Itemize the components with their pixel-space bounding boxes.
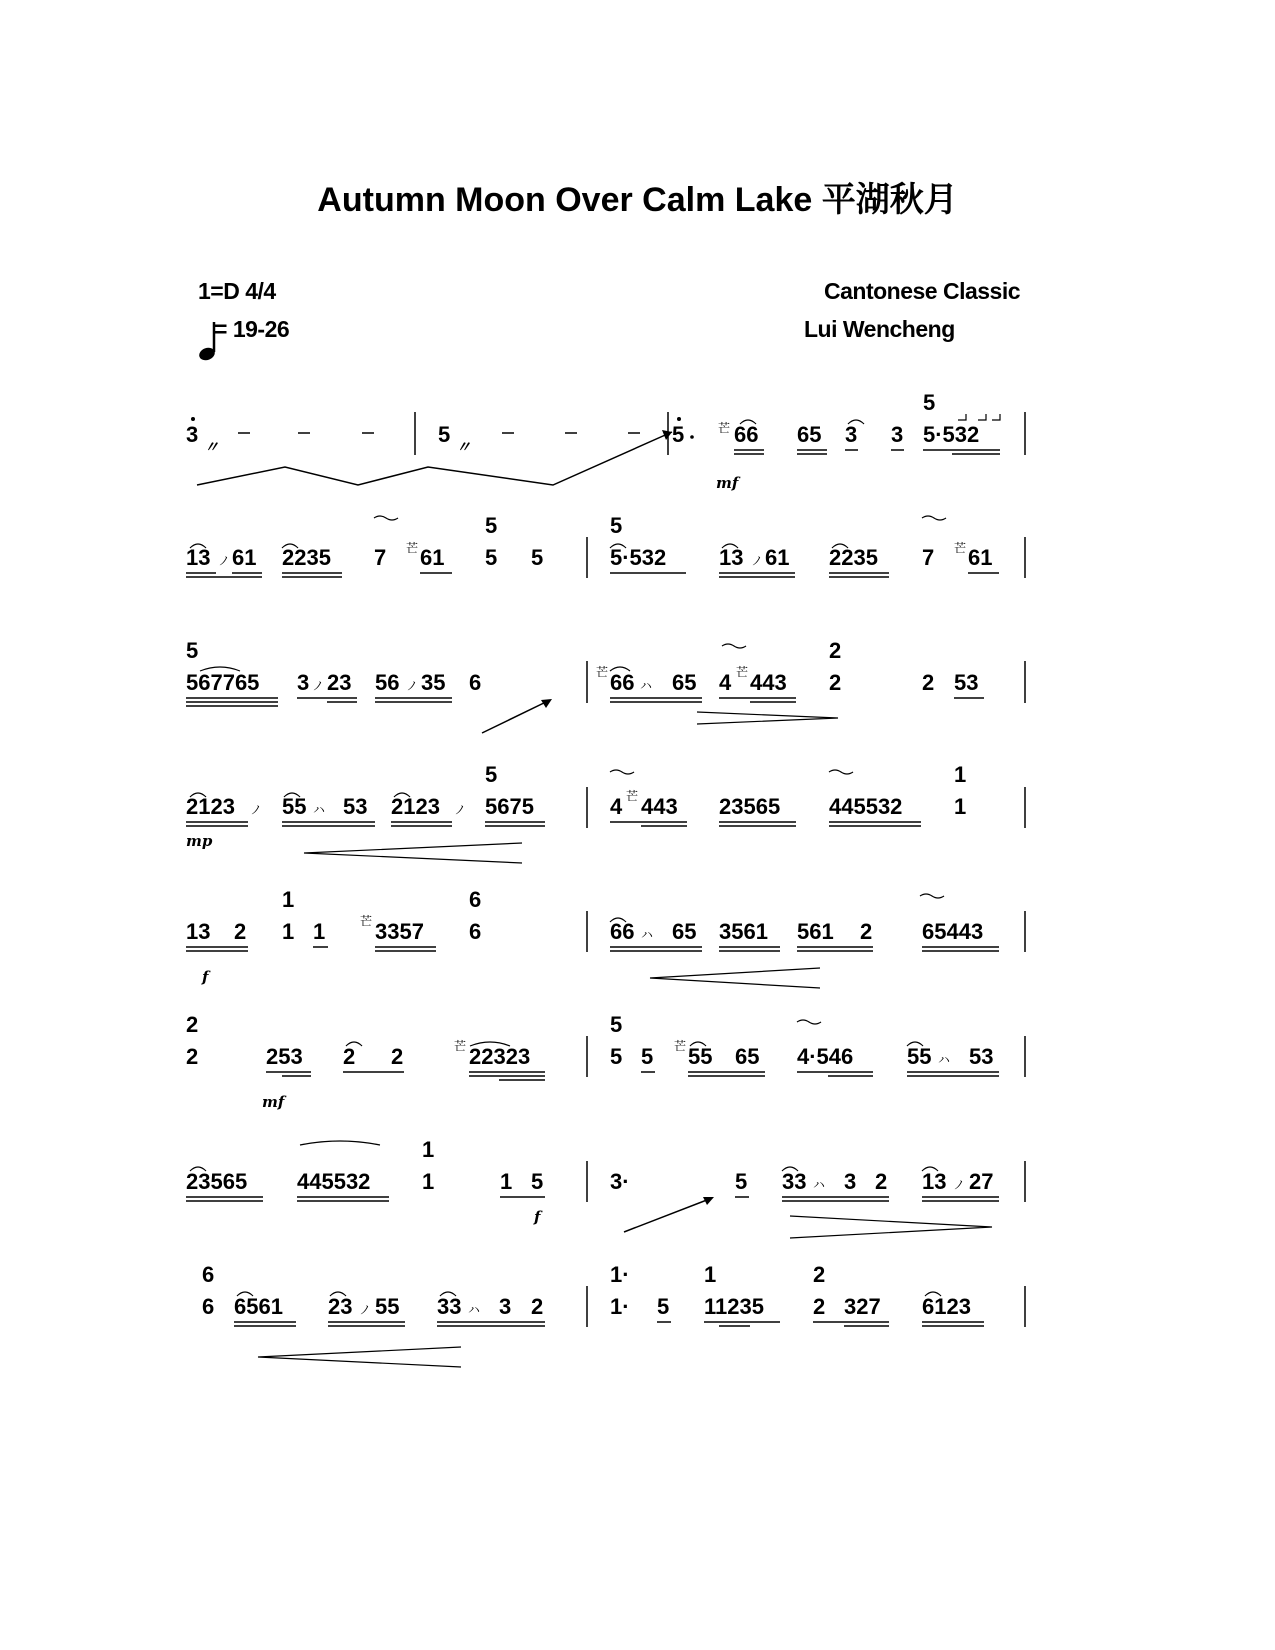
svg-text:6: 6 <box>469 670 482 695</box>
svg-text:61: 61 <box>765 545 790 570</box>
svg-text:ハ: ハ <box>813 1178 826 1192</box>
svg-text:5: 5 <box>657 1294 670 1319</box>
svg-text:2235: 2235 <box>829 545 878 570</box>
svg-text:53: 53 <box>969 1044 994 1069</box>
svg-text:7: 7 <box>922 545 935 570</box>
svg-text:1: 1 <box>954 794 967 819</box>
svg-text:芒: 芒 <box>736 665 749 679</box>
svg-text:1: 1 <box>704 1262 717 1287</box>
svg-text:5: 5 <box>438 422 451 447</box>
svg-text:3357: 3357 <box>375 919 424 944</box>
svg-text:2: 2 <box>829 638 842 663</box>
svg-text:2235: 2235 <box>282 545 331 570</box>
svg-text:ハ: ハ <box>641 928 654 942</box>
svg-text:ノ: ノ <box>218 554 231 568</box>
svg-text:6: 6 <box>469 887 482 912</box>
svg-text:22323: 22323 <box>469 1044 531 1069</box>
svg-text:3·: 3· <box>610 1169 630 1194</box>
svg-text:23: 23 <box>328 1294 353 1319</box>
svg-text:4·546: 4·546 <box>797 1044 854 1069</box>
svg-text:33: 33 <box>782 1169 807 1194</box>
svg-text:2: 2 <box>829 670 842 695</box>
svg-text:1: 1 <box>500 1169 513 1194</box>
svg-text:2: 2 <box>875 1169 888 1194</box>
svg-text:ノ: ノ <box>953 1178 966 1192</box>
score-row-4 <box>186 762 1025 863</box>
svg-text:65: 65 <box>672 670 697 695</box>
svg-text:11235: 11235 <box>704 1294 764 1319</box>
svg-text:2: 2 <box>391 1044 404 1069</box>
svg-text:13: 13 <box>922 1169 947 1194</box>
svg-text:23565: 23565 <box>719 794 781 819</box>
svg-text:1: 1 <box>282 887 295 912</box>
score-row-5 <box>186 887 1025 988</box>
svg-text:芒: 芒 <box>718 421 731 435</box>
svg-text:ノ: ノ <box>406 679 419 693</box>
svg-text:芒: 芒 <box>954 541 967 555</box>
svg-text:23: 23 <box>327 670 352 695</box>
svg-text:2: 2 <box>531 1294 544 1319</box>
svg-text:65: 65 <box>672 919 697 944</box>
svg-text:1: 1 <box>422 1169 435 1194</box>
svg-text:3: 3 <box>297 670 310 695</box>
svg-text:ハ: ハ <box>938 1053 951 1067</box>
svg-text:芒: 芒 <box>626 789 639 803</box>
svg-text:66: 66 <box>610 919 635 944</box>
svg-text:5: 5 <box>531 545 544 570</box>
svg-text:7: 7 <box>374 545 387 570</box>
genre-label: Cantonese Classic <box>824 278 1021 304</box>
svg-text:2: 2 <box>186 1044 199 1069</box>
svg-text:27: 27 <box>969 1169 994 1194</box>
composer-label: Lui Wencheng <box>804 316 955 342</box>
score-row-6 <box>186 1012 1025 1111</box>
svg-text:ハ: ハ <box>468 1303 481 1317</box>
svg-text:5: 5 <box>610 513 623 538</box>
svg-text:327: 327 <box>844 1294 881 1319</box>
svg-text:4: 4 <box>610 794 623 819</box>
svg-text:2: 2 <box>860 919 873 944</box>
svg-text:1: 1 <box>422 1137 435 1162</box>
svg-text:〃: 〃 <box>456 438 472 456</box>
svg-text:2: 2 <box>186 1012 199 1037</box>
svg-text:561: 561 <box>797 919 834 944</box>
svg-text:6: 6 <box>202 1294 215 1319</box>
svg-text:5: 5 <box>186 638 199 663</box>
svg-text:2: 2 <box>813 1262 826 1287</box>
svg-text:5: 5 <box>641 1044 654 1069</box>
svg-text:443: 443 <box>641 794 678 819</box>
svg-text:13: 13 <box>186 919 211 944</box>
svg-text:芒: 芒 <box>454 1039 467 1053</box>
svg-text:2: 2 <box>813 1294 826 1319</box>
svg-text:61: 61 <box>232 545 257 570</box>
svg-text:445532: 445532 <box>829 794 903 819</box>
svg-text:5: 5 <box>923 390 936 415</box>
svg-text:2123: 2123 <box>186 794 235 819</box>
svg-text:66: 66 <box>610 670 635 695</box>
svg-text:ハ: ハ <box>313 803 326 817</box>
svg-text:65: 65 <box>735 1044 760 1069</box>
svg-text:3561: 3561 <box>719 919 768 944</box>
svg-text:ノ: ノ <box>359 1303 372 1317</box>
score-row-2 <box>186 513 1025 578</box>
svg-text:ノ: ノ <box>751 554 764 568</box>
svg-text:61: 61 <box>420 545 445 570</box>
svg-text:5: 5 <box>735 1169 748 1194</box>
svg-text:61: 61 <box>968 545 993 570</box>
svg-text:5: 5 <box>610 1044 623 1069</box>
svg-text:芒: 芒 <box>674 1039 687 1053</box>
svg-text:3: 3 <box>891 422 904 447</box>
svg-text:3: 3 <box>844 1169 857 1194</box>
svg-text:6561: 6561 <box>234 1294 283 1319</box>
svg-text:55: 55 <box>688 1044 713 1069</box>
svg-text:55: 55 <box>375 1294 400 1319</box>
svg-text:4: 4 <box>719 670 732 695</box>
svg-text:ノ: ノ <box>454 803 467 817</box>
svg-text:1: 1 <box>313 919 326 944</box>
svg-text:5: 5 <box>485 513 498 538</box>
svg-text:mp: mp <box>186 832 213 850</box>
svg-text:5·532: 5·532 <box>923 422 980 447</box>
svg-text:ノ: ノ <box>312 679 325 693</box>
svg-text:53: 53 <box>954 670 979 695</box>
svg-text:33: 33 <box>437 1294 462 1319</box>
svg-text:35: 35 <box>421 670 446 695</box>
svg-text:ハ: ハ <box>640 679 653 693</box>
svg-text:56: 56 <box>375 670 400 695</box>
svg-text:65443: 65443 <box>922 919 984 944</box>
score-row-7 <box>186 1137 1025 1238</box>
svg-text:5·532: 5·532 <box>610 545 667 570</box>
svg-text:6123: 6123 <box>922 1294 971 1319</box>
svg-text:253: 253 <box>266 1044 303 1069</box>
svg-text:3: 3 <box>186 422 199 447</box>
svg-text:1: 1 <box>282 919 295 944</box>
svg-text:445532: 445532 <box>297 1169 371 1194</box>
svg-text:芒: 芒 <box>596 665 609 679</box>
svg-text:f: f <box>202 968 209 986</box>
tempo-marking: = 19-26 <box>214 316 290 342</box>
svg-text:5: 5 <box>610 1012 623 1037</box>
svg-text:3: 3 <box>499 1294 512 1319</box>
svg-text:443: 443 <box>750 670 787 695</box>
score-row-8 <box>202 1262 1025 1367</box>
svg-text:6: 6 <box>469 919 482 944</box>
svg-text:ノ: ノ <box>250 803 263 817</box>
svg-text:13: 13 <box>719 545 744 570</box>
svg-text:5: 5 <box>485 545 498 570</box>
svg-text:567765: 567765 <box>186 670 260 695</box>
svg-text:5: 5 <box>485 762 498 787</box>
svg-text:mf: mf <box>262 1093 285 1111</box>
svg-text:芒: 芒 <box>360 914 373 928</box>
svg-text:〃: 〃 <box>204 438 220 456</box>
svg-text:1: 1 <box>954 762 967 787</box>
svg-text:23565: 23565 <box>186 1169 248 1194</box>
score-row-1 <box>186 390 1025 492</box>
key-and-time-signature: 1=D 4/4 <box>198 278 276 304</box>
svg-text:65: 65 <box>797 422 822 447</box>
svg-text:1·: 1· <box>610 1294 630 1319</box>
svg-text:2123: 2123 <box>391 794 440 819</box>
svg-text:2: 2 <box>922 670 935 695</box>
svg-text:66: 66 <box>734 422 759 447</box>
svg-text:3: 3 <box>845 422 858 447</box>
svg-text:5: 5 <box>672 422 685 447</box>
svg-text:13: 13 <box>186 545 211 570</box>
page-title: Autumn Moon Over Calm Lake 平湖秋月 <box>317 181 958 219</box>
svg-text:5675: 5675 <box>485 794 534 819</box>
svg-text:2: 2 <box>234 919 247 944</box>
svg-text:53: 53 <box>343 794 368 819</box>
score-row-3 <box>186 638 1025 733</box>
svg-text:芒: 芒 <box>406 541 419 555</box>
svg-text:6: 6 <box>202 1262 215 1287</box>
svg-text:5: 5 <box>531 1169 544 1194</box>
svg-text:55: 55 <box>907 1044 932 1069</box>
svg-text:2: 2 <box>343 1044 356 1069</box>
svg-text:1·: 1· <box>610 1262 630 1287</box>
svg-text:f: f <box>534 1208 541 1226</box>
svg-text:55: 55 <box>282 794 307 819</box>
svg-text:mf: mf <box>716 474 739 492</box>
